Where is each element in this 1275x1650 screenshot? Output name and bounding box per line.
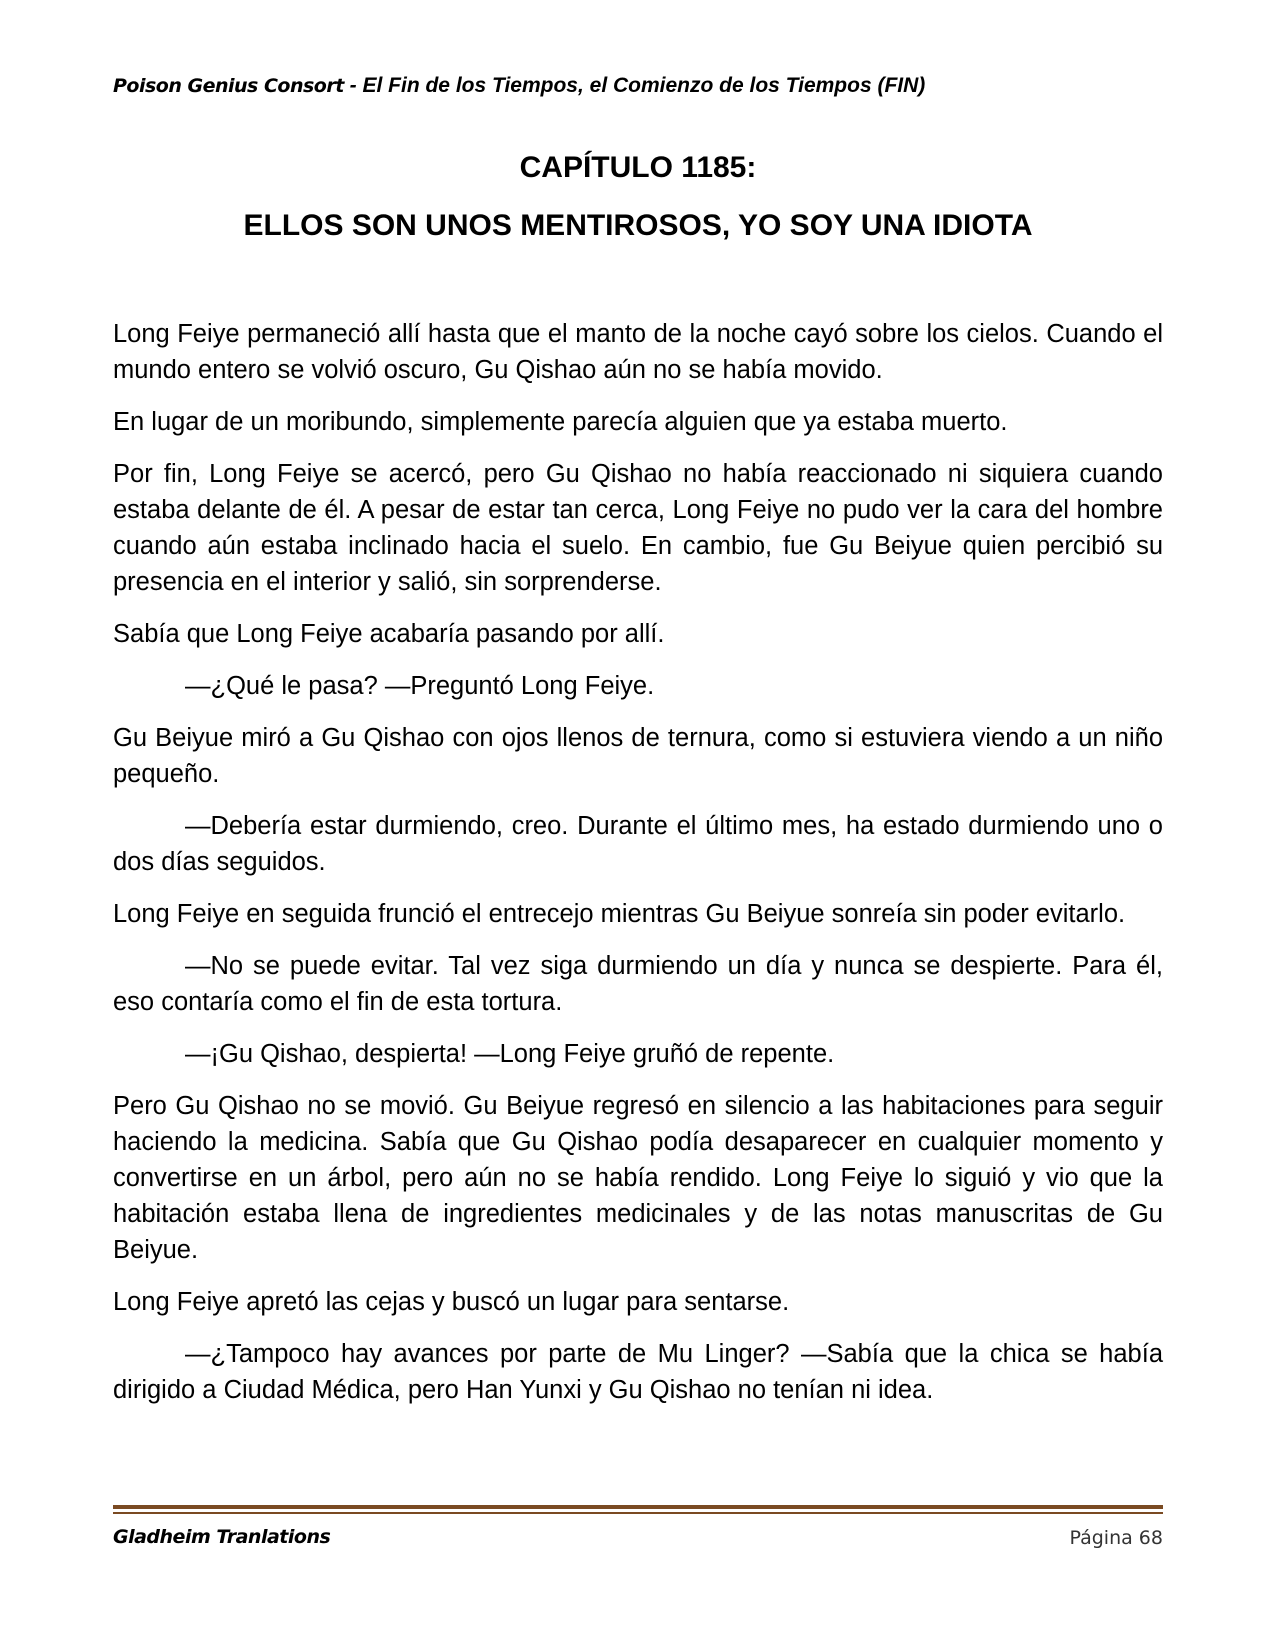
- chapter-number: CAPÍTULO 1185:: [519, 151, 757, 184]
- narration-paragraph: Pero Gu Qishao no se movió. Gu Beiyue regresó en silencio a las habitaciones para seguir haciendo la medicina. Sabía que Gu Qishao podía desaparecer en cualquier momento y convertirse en un árbol, pero aún no se había rendido. Long Feiye lo siguió y vio que la habitación estaba llena de ingredientes medicinales y de las notas manuscritas de Gu Beiyue.: [113, 1092, 1163, 1264]
- narration-paragraph: Long Feiye permaneció allí hasta que el manto de la noche cayó sobre los cielos. Cuando el mundo entero se volvió oscuro, Gu Qishao aún no se había movido.: [113, 320, 1163, 384]
- narration-paragraph: Gu Beiyue miró a Gu Qishao con ojos llenos de ternura, como si estuviera viendo a un niño pequeño.: [113, 724, 1163, 788]
- header-separator: -: [343, 74, 363, 97]
- narration-paragraph: En lugar de un moribundo, simplemente parecía alguien que ya estaba muerto.: [113, 408, 1008, 436]
- footer-rule-thin: [113, 1512, 1163, 1514]
- arc-title: El Fin de los Tiempos, el Comienzo de los Tiempos (FIN): [362, 74, 926, 97]
- narration-paragraph: Sabía que Long Feiye acabaría pasando por allí.: [113, 620, 665, 648]
- narration-paragraph: Long Feiye apretó las cejas y buscó un lugar para sentarse.: [113, 1288, 790, 1316]
- page-number: Página 68: [1069, 1527, 1163, 1549]
- dialogue-paragraph: —No se puede evitar. Tal vez siga durmiendo un día y nunca se despierte. Para él, eso contaría como el fin de esta tortura.: [113, 952, 1163, 1016]
- narration-paragraph: Por fin, Long Feiye se acercó, pero Gu Qishao no había reaccionado ni siquiera cuando estaba delante de él. A pesar de estar tan cerca, Long Feiye no pudo ver la cara del hombre cuando aún estaba inclinado hacia el suelo. En cambio, fue Gu Beiyue quien percibió su presencia en el interior y salió, sin sorprenderse.: [113, 460, 1163, 596]
- chapter-body: [113, 316, 1163, 1424]
- chapter-heading: [113, 148, 1163, 246]
- footer-publisher: Gladheim Tranlations: [113, 1526, 331, 1548]
- dialogue-paragraph: —Debería estar durmiendo, creo. Durante el último mes, ha estado durmiendo uno o dos días seguidos.: [113, 812, 1163, 876]
- footer-rule: [113, 1505, 1163, 1509]
- dialogue-paragraph: —¿Tampoco hay avances por parte de Mu Linger? —Sabía que la chica se había dirigido a Ciudad Médica, pero Han Yunxi y Gu Qishao no tenían ni idea.: [113, 1340, 1163, 1404]
- narration-paragraph: Long Feiye en seguida frunció el entrecejo mientras Gu Beiyue sonreía sin poder evitarlo.: [113, 900, 1126, 928]
- series-title: Poison Genius Consort: [113, 75, 344, 97]
- running-header: [113, 74, 1173, 98]
- dialogue-paragraph: —¿Qué le pasa? —Preguntó Long Feiye.: [185, 672, 655, 700]
- dialogue-paragraph: —¡Gu Qishao, despierta! —Long Feiye gruñó de repente.: [185, 1040, 835, 1068]
- chapter-title: ELLOS SON UNOS MENTIROSOS, YO SOY UNA IDIOTA: [243, 209, 1033, 242]
